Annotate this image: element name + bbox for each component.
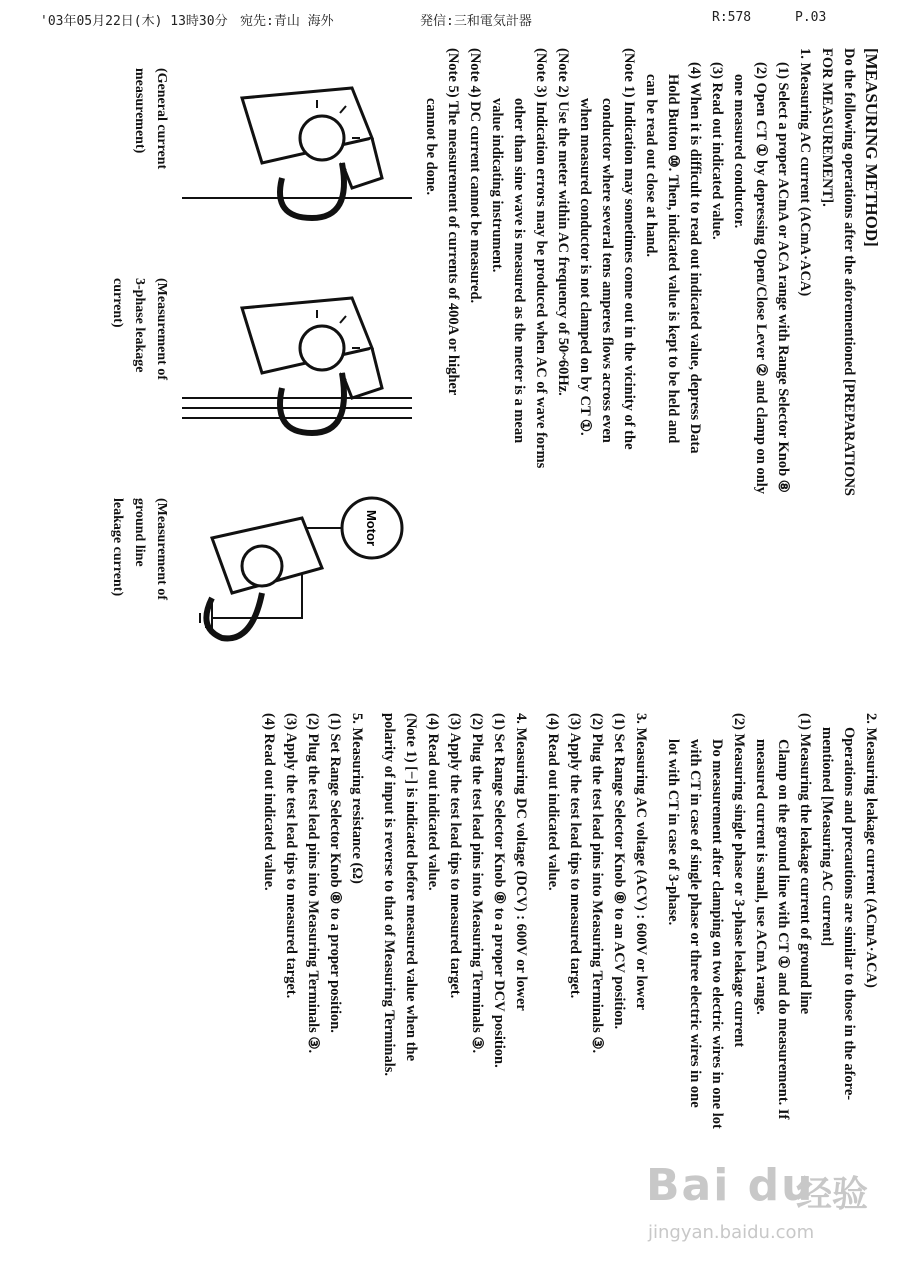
- step-cont: measured current is small, use ACmA range.: [753, 739, 769, 1015]
- step-cont: one measured conductor.: [731, 74, 747, 229]
- note: (Note 3) Indication errors may be produced when AC of wave forms: [533, 48, 549, 469]
- section-heading: 3. Measuring AC voltage (ACV) : 600V or lower: [633, 713, 649, 1011]
- caption-line: (Measurement of: [154, 498, 169, 600]
- watermark-brand-cn: 经验: [796, 1174, 869, 1215]
- section-heading: 2. Measuring leakage current (ACmA·ACA): [863, 713, 879, 988]
- clamp-meter-ground-line-figure: [182, 478, 412, 678]
- fax-page-number: P.03: [795, 10, 827, 25]
- watermark-url: jingyan.baidu.com: [648, 1222, 815, 1243]
- step: (2) Plug the test lead pins into Measuring Terminals ③.: [469, 713, 485, 1054]
- step: (3) Apply the test lead tips to measured target.: [567, 713, 583, 999]
- step-cont: with CT in case of single phase or three electric wires in one: [687, 739, 703, 1108]
- intro-line: FOR MEASUREMENT].: [819, 48, 835, 207]
- step: (2) Open CT ① by depressing Open/Close Lever ② and clamp on only: [753, 62, 769, 495]
- step: (1) Select a proper ACmA or ACA range with Range Selector Knob ⑧: [775, 62, 791, 493]
- note-cont: conductor where several tens amperes flows across even: [599, 98, 615, 443]
- step: (3) Read out indicated value.: [709, 62, 725, 240]
- caption-line: (Measurement of: [154, 278, 169, 380]
- note-cont: value indicating instrument.: [489, 98, 505, 273]
- rotated-manual-page: [22, 38, 882, 1278]
- step: (3) Apply the test lead tips to measured target.: [283, 713, 299, 999]
- section-title: [MEASURING METHOD]: [862, 48, 881, 247]
- step-cont: Hold Button ⑩. Then, indicated value is kept to be held and: [665, 74, 681, 444]
- step: (2) Measuring single phase or 3-phase leakage current: [731, 713, 747, 1048]
- caption-line: leakage current): [110, 498, 125, 597]
- left-column: [420, 48, 882, 688]
- step: (1) Set Range Selector Knob ⑧ to an ACV position.: [611, 713, 627, 1030]
- clamp-meter-3phase-figure: [182, 278, 412, 448]
- figure-caption: [106, 498, 172, 600]
- caption-line: measurement): [132, 68, 147, 154]
- step-cont: Do measurement after clamping on two electric wires in one lot: [709, 739, 725, 1129]
- step: (1) Set Range Selector Knob ⑧ to a proper DCV position.: [491, 713, 507, 1068]
- step: (1) Measuring the leakage current of ground line: [797, 713, 813, 1015]
- figure-caption: [128, 68, 172, 169]
- note: (Note 1) Indication may sometimes come out in the vicinity of the: [621, 48, 637, 450]
- caption-line: 3-phase leakage: [132, 278, 147, 373]
- step: (4) Read out indicated value.: [261, 713, 277, 891]
- section-heading: 5. Measuring resistance (Ω): [349, 713, 365, 884]
- note: (Note 2) Use the meter within AC frequency of 50~60Hz.: [555, 48, 571, 396]
- caption-line: current): [110, 278, 125, 328]
- clamp-meter-general-figure: [182, 68, 412, 238]
- step: (1) Set Range Selector Knob ⑧ to a proper position.: [327, 713, 343, 1033]
- motor-label: Motor: [364, 509, 379, 547]
- step: (4) Read out indicated value.: [425, 713, 441, 891]
- paragraph-line: mentioned [Measuring AC current]: [819, 727, 835, 947]
- step: (4) Read out indicated value.: [545, 713, 561, 891]
- paragraph-line: Operations and precautions are similar to those in the afore-: [841, 727, 857, 1101]
- baidu-watermark: [636, 1140, 896, 1260]
- step: (3) Apply the test lead tips to measured target.: [447, 713, 463, 999]
- watermark-brand: Bai du: [646, 1160, 815, 1211]
- note-cont: cannot be done.: [423, 98, 439, 196]
- figure-caption: [106, 278, 172, 380]
- intro-line: Do the following operations after the aforementioned [PREPARATIONS: [841, 48, 857, 496]
- note: (Note 1) [−] is indicated before measured value when the: [403, 713, 419, 1062]
- step: (4) When it is difficult to read out indicated value, depress Data: [687, 62, 703, 454]
- note-cont: other than sine wave is measured as the meter is a mean: [511, 98, 527, 444]
- step-cont: can be read out close at hand.: [643, 74, 659, 258]
- step: (2) Plug the test lead pins into Measuring Terminals ③.: [589, 713, 605, 1054]
- fax-recipient: 宛先:青山 海外: [240, 14, 334, 29]
- step-cont: lot with CT in case of 3-phase.: [665, 739, 681, 926]
- section-heading: 4. Measuring DC voltage (DCV) : 600V or lower: [513, 713, 529, 1011]
- section-heading: 1. Measuring AC current (ACmA·ACA): [797, 48, 813, 297]
- caption-line: (General current: [154, 68, 169, 170]
- step-cont: Clamp on the ground line with CT ① and do measurement. If: [775, 739, 791, 1120]
- note: (Note 4) DC current cannot be measured.: [467, 48, 483, 304]
- fax-datetime: '03年05月22日(木) 13時30分: [40, 14, 228, 29]
- figures-area: [22, 48, 412, 688]
- fax-sender: 発信:三和電気計器: [420, 14, 532, 29]
- note: (Note 5) The measurement of currents of 400A or higher: [445, 48, 461, 396]
- note-cont: polarity of input is reverse to that of Measuring Terminals.: [381, 713, 397, 1077]
- fax-header: [0, 0, 904, 36]
- step: (2) Plug the test lead pins into Measuring Terminals ③.: [305, 713, 321, 1054]
- note-cont: when measured conductor is not clamped on by CT ①.: [577, 98, 593, 436]
- fax-receipt-number: R:578: [712, 10, 752, 25]
- caption-line: ground line: [132, 498, 147, 567]
